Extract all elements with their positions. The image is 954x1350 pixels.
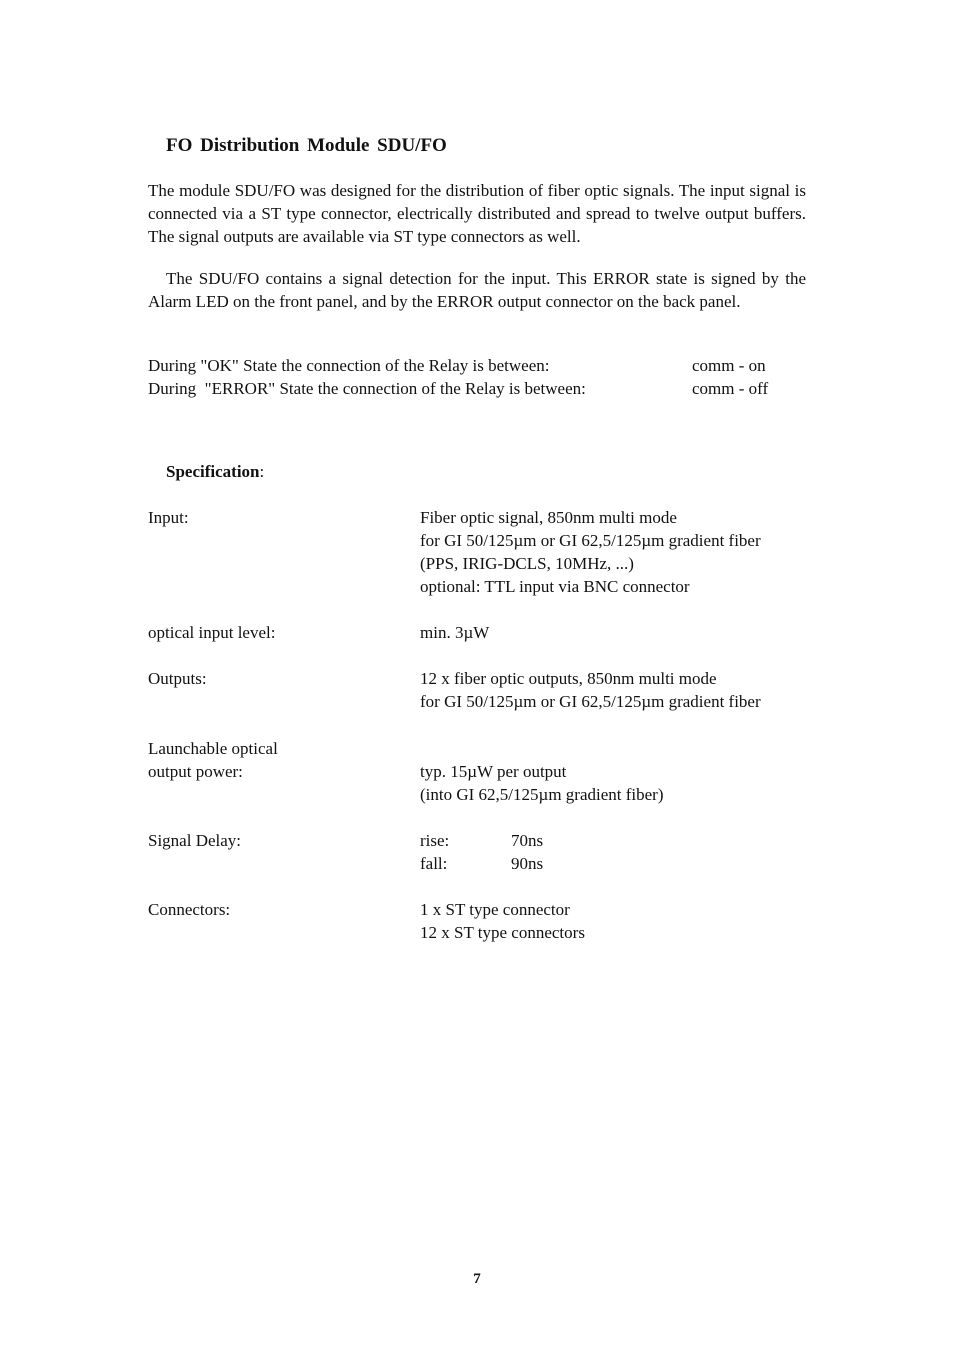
spec-connectors-line: 1 x ST type connector: [420, 900, 570, 919]
spec-launchable-value: [420, 760, 664, 806]
relay-ok-label: During "OK" State the connection of the Relay is between:: [148, 356, 550, 375]
spec-input-line: (PPS, IRIG-DCLS, 10MHz, ...): [420, 554, 634, 573]
spec-input-line: Fiber optic signal, 850nm multi mode: [420, 508, 677, 527]
spec-connectors-label: Connectors:: [148, 900, 231, 919]
spec-optical-level-value: min. 3µW: [420, 623, 490, 642]
delay-fall-label: fall:: [420, 854, 448, 873]
page-number: 7: [473, 1271, 481, 1287]
spec-connectors-value: [420, 898, 585, 944]
spec-signal-delay-value: [420, 829, 543, 875]
spec-connectors-line: 12 x ST type connectors: [420, 923, 585, 942]
delay-fall-row: [420, 852, 543, 875]
specification-heading-text: Specification: [166, 462, 260, 481]
spec-outputs-label: Outputs:: [148, 669, 207, 688]
specification-heading: [166, 460, 264, 483]
relay-error-value: comm - off: [692, 379, 769, 398]
spec-signal-delay-label: Signal Delay:: [148, 831, 242, 850]
spec-launchable-line: (into GI 62,5/125µm gradient fiber): [420, 785, 664, 804]
spec-launchable-label: [148, 737, 278, 783]
page-title: FO Distribution Module SDU/FO: [166, 135, 447, 156]
delay-fall-value: 90ns: [511, 854, 544, 873]
spec-launchable-line: typ. 15µW per output: [420, 762, 567, 781]
spec-outputs-line: 12 x fiber optic outputs, 850nm multi mode: [420, 669, 717, 688]
delay-rise-value: 70ns: [511, 831, 544, 850]
delay-rise-label: rise:: [420, 831, 450, 850]
spec-input-value: [420, 506, 761, 598]
relay-ok-value: comm - on: [692, 356, 766, 375]
spec-launchable-label-line: output power:: [148, 762, 243, 781]
spec-outputs-value: [420, 667, 761, 713]
relay-error-label: During "ERROR" State the connection of the Relay is between:: [148, 379, 586, 398]
spec-launchable-label-line: Launchable optical: [148, 739, 278, 758]
spec-input-label: Input:: [148, 508, 189, 527]
relay-ok-row: [148, 354, 806, 377]
spec-input-line: for GI 50/125µm or GI 62,5/125µm gradient fiber: [420, 531, 761, 550]
detection-paragraph: The SDU/FO contains a signal detection for the input. This ERROR state is signed by the Alarm LED on the front panel, and by the ERROR output connector on the back panel.: [148, 269, 806, 311]
delay-rise-row: [420, 829, 543, 852]
spec-optical-level-label: optical input level:: [148, 623, 276, 642]
specification-heading-colon: :: [259, 462, 265, 481]
spec-outputs-line: for GI 50/125µm or GI 62,5/125µm gradient fiber: [420, 692, 761, 711]
spec-input-line: optional: TTL input via BNC connector: [420, 577, 690, 596]
intro-paragraph: The module SDU/FO was designed for the distribution of fiber optic signals. The input signal is connected via a ST type connector, electrically distributed and spread to twelve output buffers. The signal outputs are available via ST type connectors as well.: [148, 181, 806, 246]
relay-error-row: [148, 377, 806, 400]
